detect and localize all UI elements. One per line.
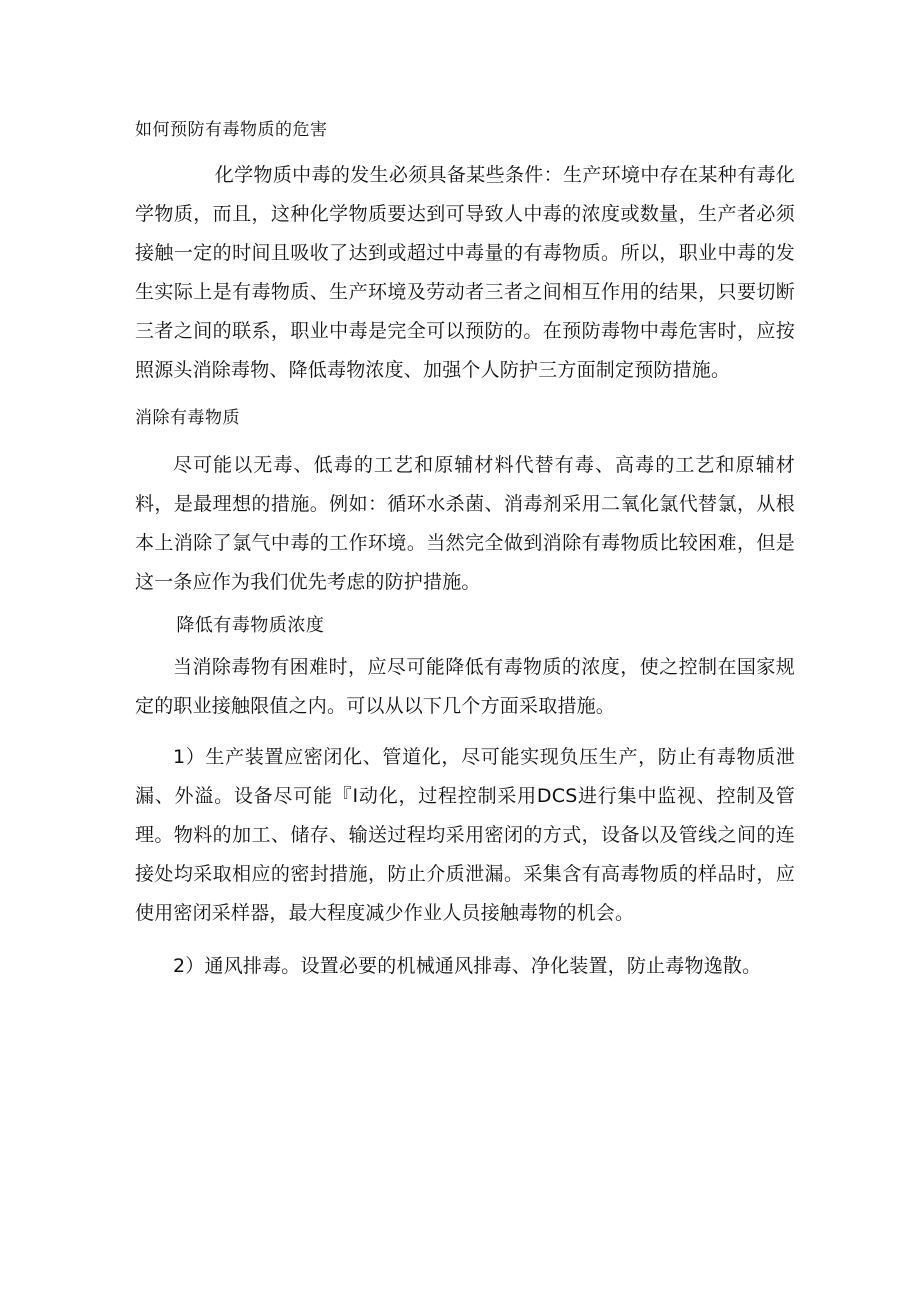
reduce-paragraph: 当消除毒物有困难时，应尽可能降低有毒物质的浓度，使之控制在国家规定的职业接触限值之内。可以从以下几个方面采取措施。 — [135, 656, 795, 717]
list-item-1: 1）生产装置应密闭化、管道化，尽可能实现负压生产，防止有毒物质泄漏、外溢。设备尽可能『I动化，过程控制采用DCS进行集中监视、控制及管理。物料的加工、储存、输送过程均采用密闭的方式，设备以及管线之间的连接处均采取相应的密封措施，防止介质泄漏。采集含有高毒物质的样品时，应使用密闭采样器，最大程度减少作业人员接触毒物的机会。 — [135, 746, 795, 924]
section-heading-eliminate: 消除有毒物质 — [135, 408, 240, 428]
list-item-2: 2）通风排毒。设置必要的机械通风排毒、净化装置，防止毒物逸散。 — [173, 955, 762, 977]
document-body — [135, 118, 795, 986]
eliminate-paragraph: 尽可能以无毒、低毒的工艺和原辅材料代替有毒、高毒的工艺和原辅材料，是最理想的措施。例如：循环水杀菌、消毒剂采用二氧化氯代替氯，从根本上消除了氯气中毒的工作环境。当然完全做到消除有毒物质比较困难，但是这一条应作为我们优先考虑的防护措施。 — [135, 454, 795, 593]
section-heading-reduce: 降低有毒物质浓度 — [176, 615, 325, 636]
document-title: 如何预防有毒物质的危害 — [135, 120, 328, 140]
intro-paragraph: 化学物质中毒的发生必须具备某些条件：生产环境中存在某种有毒化学物质，而且，这种化学物质要达到可导致人中毒的浓度或数量，生产者必须接触一定的时间且吸收了达到或超过中毒量的有毒物质。所以，职业中毒的发生实际上是有毒物质、生产环境及劳动者三者之间相互作用的结果，只要切断三者之间的联系，职业中毒是完全可以预防的。在预防毒物中毒危害时，应按照源头消除毒物、降低毒物浓度、加强个人防护三方面制定预防措施。 — [135, 164, 795, 381]
